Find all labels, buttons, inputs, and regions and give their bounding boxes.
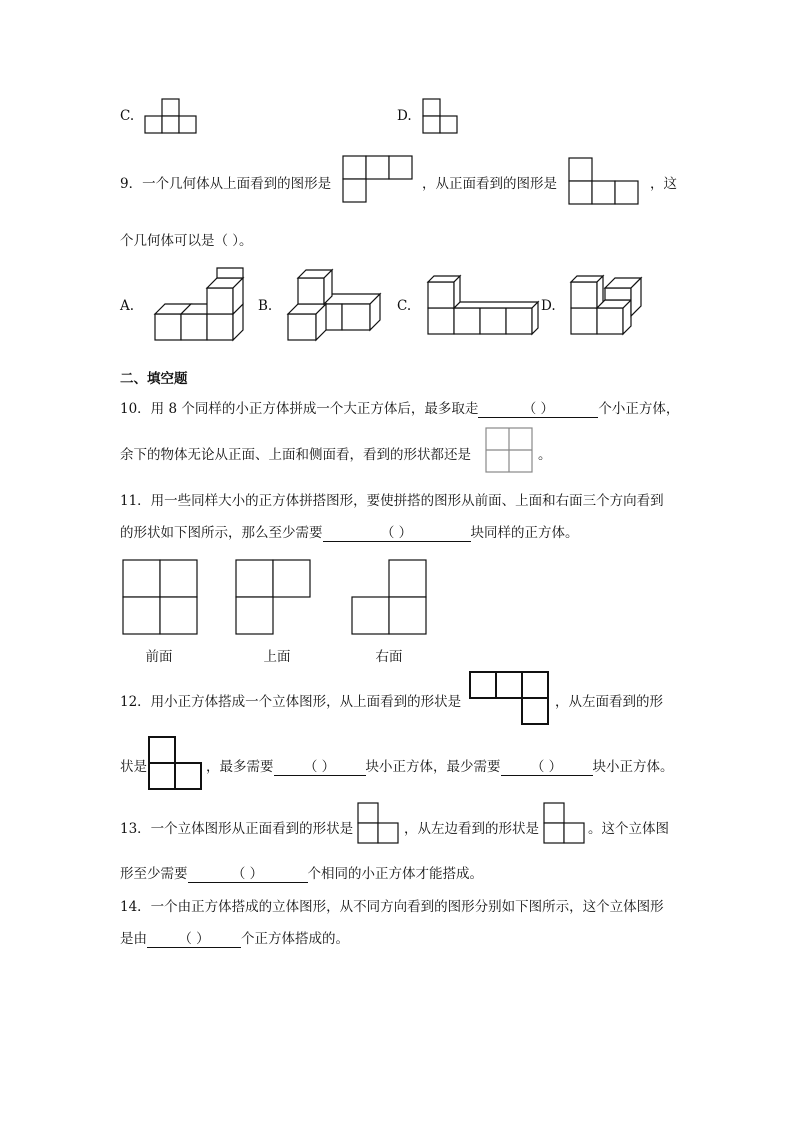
q9-text-a: 9．一个几何体从上面看到的图形是 bbox=[120, 176, 332, 192]
q12-text-d: ，最多需要 bbox=[206, 759, 274, 775]
q11-front-view-figure bbox=[123, 560, 199, 636]
q9-option-d-label: D. bbox=[541, 298, 556, 314]
q13-answer-blank[interactable]: （ ） bbox=[188, 862, 308, 883]
q9-text-b: ，从正面看到的图形是 bbox=[422, 176, 557, 192]
q12-answer-blank-min[interactable]: （ ） bbox=[501, 755, 593, 776]
q13-text-b: ，从左边看到的形状是 bbox=[404, 821, 539, 837]
q11-caption-right: 右面 bbox=[375, 649, 403, 665]
q14-answer-blank[interactable]: （ ） bbox=[147, 927, 241, 948]
q9-front-view-figure bbox=[569, 157, 641, 207]
q13-text-e: 个相同的小正方体才能搭成。 bbox=[307, 866, 483, 882]
q14-line1: 14．一个由正方体搭成的立体图形，从不同方向看到的图形分别如下图所示，这个立体图形 bbox=[120, 899, 664, 915]
q9-option-a-label: A. bbox=[120, 298, 135, 314]
q9-option-b-figure bbox=[286, 270, 382, 344]
q10-line1 bbox=[120, 397, 679, 418]
q11-text-b: 块同样的正方体。 bbox=[470, 525, 579, 541]
q8-option-c-figure bbox=[145, 98, 199, 134]
q13-text-a: 13．一个立体图形从正面看到的形状是 bbox=[120, 821, 354, 837]
q9-option-c-label: C. bbox=[397, 298, 412, 314]
q10-text-line2: 余下的物体无论从正面、上面和侧面看，看到的形状都还是 bbox=[120, 447, 471, 463]
q12-text-b: ，从左面看到的形 bbox=[555, 694, 663, 710]
q12-text-c: 状是 bbox=[120, 759, 147, 775]
q12-text-e: 块小正方体，最少需要 bbox=[365, 759, 501, 775]
q9-option-d-figure bbox=[569, 272, 647, 336]
q12-top-view-figure bbox=[469, 671, 553, 727]
q11-line1: 11．用一些同样大小的正方体拼搭图形，要使拼搭的图形从前面、上面和右面三个方向看到 bbox=[120, 493, 664, 509]
q14-text-b: 个正方体搭成的。 bbox=[241, 931, 349, 947]
q13-line2 bbox=[120, 862, 483, 883]
q10-text-b: 个小正方体， bbox=[598, 401, 680, 417]
q10-square-figure bbox=[486, 427, 536, 473]
q12-text-f: 块小正方体。 bbox=[592, 759, 674, 775]
q12-text-a: 12．用小正方体搭成一个立体图形，从上面看到的形状是 bbox=[120, 694, 462, 710]
q13-text-d: 形至少需要 bbox=[120, 866, 188, 882]
q12-answer-blank-max[interactable]: （ ） bbox=[274, 755, 366, 776]
q9-option-b-label: B. bbox=[258, 298, 273, 314]
q12-left-view-figure bbox=[148, 736, 206, 792]
q11-top-view-figure bbox=[236, 560, 312, 636]
q8-option-d-figure bbox=[423, 98, 461, 134]
q10-answer-blank[interactable]: （ ） bbox=[478, 397, 598, 418]
q11-line2 bbox=[120, 521, 579, 542]
q13-front-view-figure bbox=[358, 803, 404, 847]
q9-option-a-figure bbox=[153, 266, 253, 344]
q10-text-a: 10．用 8 个同样的小正方体拼成一个大正方体后，最多取走 bbox=[120, 401, 479, 417]
q13-left-view-figure bbox=[544, 803, 590, 847]
q9-top-view-figure bbox=[343, 155, 415, 205]
q8-option-d-label: D. bbox=[397, 108, 412, 124]
q14-text-a: 是由 bbox=[120, 931, 147, 947]
q10-end: 。 bbox=[538, 447, 552, 463]
section-title: 二、填空题 bbox=[120, 371, 188, 387]
q9-text-c: ，这 bbox=[650, 176, 677, 192]
q9-line2: 个几何体可以是（ ）。 bbox=[120, 233, 253, 249]
q13-text-c: 。这个立体图 bbox=[588, 821, 669, 837]
q8-option-c-label: C. bbox=[120, 108, 135, 124]
q11-caption-top: 上面 bbox=[263, 649, 291, 665]
q9-option-c-figure bbox=[426, 272, 538, 336]
q11-text-a: 的形状如下图所示，那么至少需要 bbox=[120, 525, 323, 541]
q14-line2 bbox=[120, 927, 349, 948]
q11-answer-blank[interactable]: （ ） bbox=[323, 521, 471, 542]
q12-line2 bbox=[206, 755, 674, 776]
q11-right-view-figure bbox=[352, 560, 428, 636]
q11-caption-front: 前面 bbox=[145, 649, 173, 665]
